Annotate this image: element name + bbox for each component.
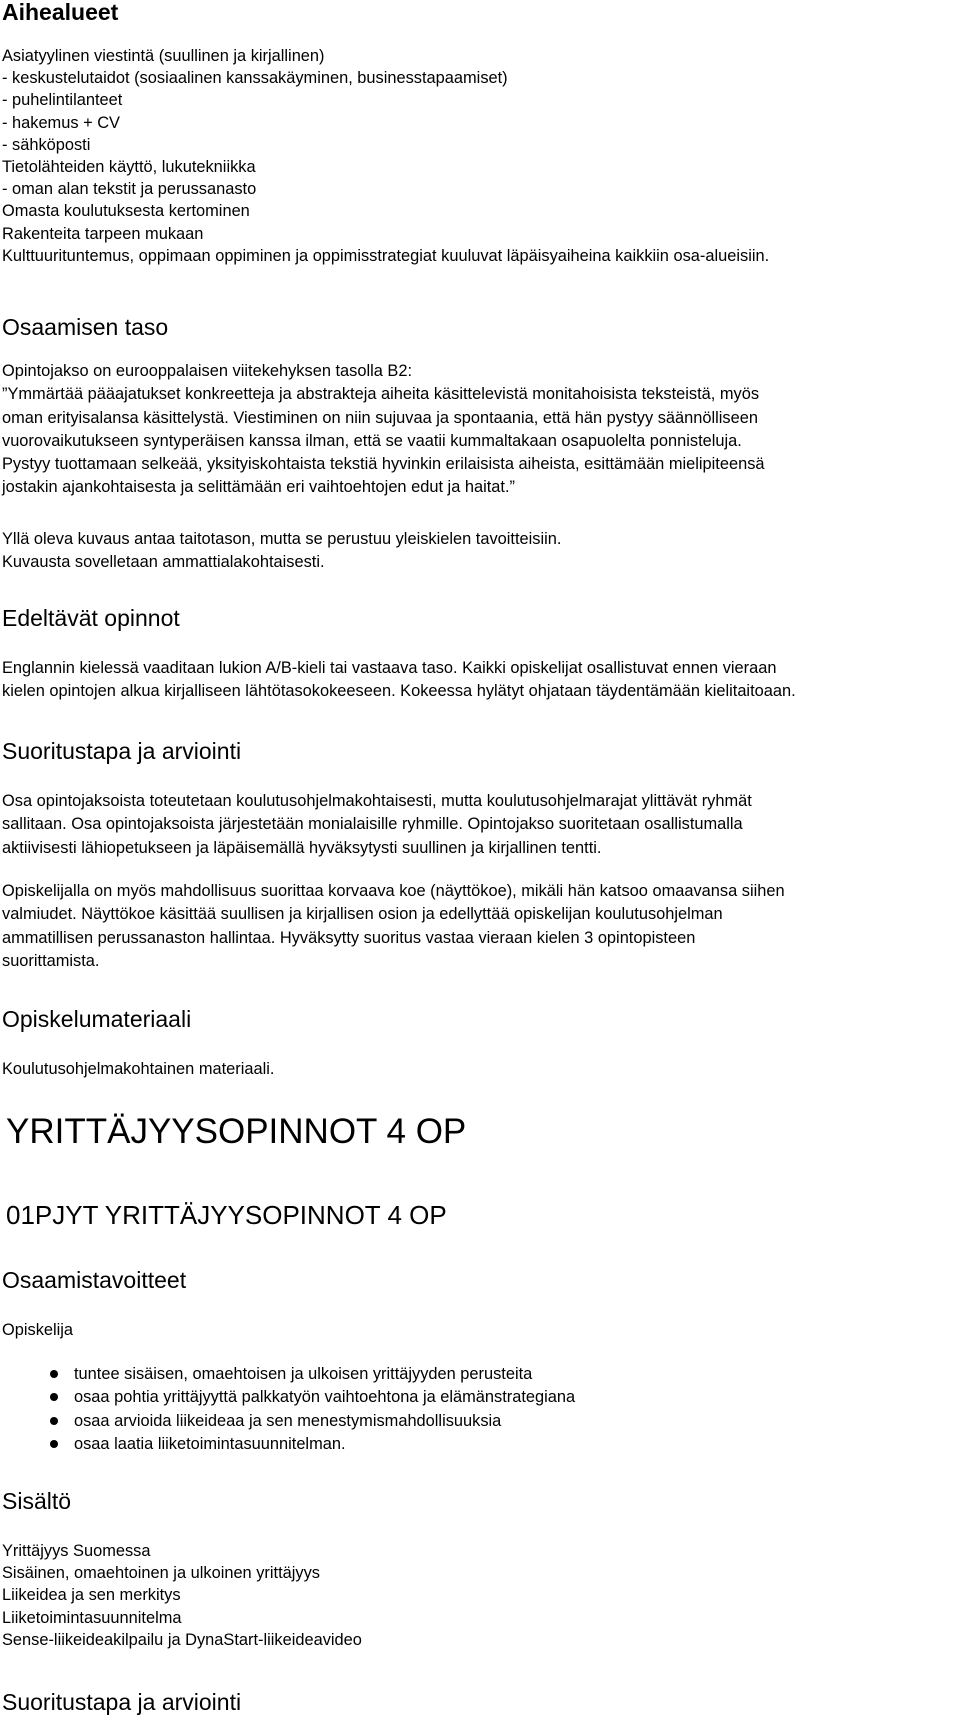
heading-edeltavat-opinnot: Edeltävät opinnot <box>2 605 180 631</box>
text-line: Rakenteita tarpeen mukaan <box>2 224 204 243</box>
suoritustapa-para-1 <box>2 790 957 860</box>
heading-osaamistavoitteet: Osaamistavoitteet <box>2 1267 187 1293</box>
bullet-icon <box>50 1370 58 1378</box>
text-line: vuorovaikutukseen syntyperäisen kanssa ilman, että se vaatii kummaltakaan osapuolelta ponnisteluja. <box>2 431 742 450</box>
heading-aihealueet: Aihealueet <box>2 0 119 25</box>
edeltavat-text <box>2 657 957 704</box>
text-line: Pystyy tuottamaan selkeää, yksityiskohtaista tekstiä hyvinkin erilaisista aiheista, esittämään mielipiteensä <box>2 455 765 474</box>
text-line: kielen opintojen alkua kirjalliseen lähtötasokokeeseen. Kokeessa hylätyt ohjataan täydentämään kielitaitoaan. <box>2 682 796 701</box>
text-line: Sisäinen, omaehtoinen ja ulkoinen yrittäjyys <box>2 1564 320 1583</box>
sisalto-text <box>2 1540 957 1651</box>
text-line: suorittamista. <box>2 951 100 970</box>
text-line: Opintojakso on eurooppalaisen viitekehyksen tasolla B2: <box>2 362 413 380</box>
text-line: aktiivisesti lähiopetukseen ja läpäisemällä hyväksytysti suullinen ja kirjallinen tentti. <box>2 838 602 857</box>
goals-list <box>0 1363 575 1457</box>
osaamisen-taso-text <box>2 360 957 500</box>
course-title: 01PJYT YRITTÄJYYSOPINNOT 4 OP <box>6 1200 447 1230</box>
bullet-icon <box>50 1440 58 1448</box>
text-line: Liikeidea ja sen merkitys <box>2 1586 181 1605</box>
text-line: Osa opintojaksoista toteutetaan koulutusohjelmakohtaisesti, mutta koulutusohjelmarajat ylittävät ryhmät <box>2 792 752 810</box>
bullet-icon <box>50 1393 58 1401</box>
text-line: - puhelintilanteet <box>2 91 123 110</box>
text-line: oman erityisalansa käsittelystä. Viestiminen on niin sujuvaa ja spontaania, että hän pystyy säännölliseen <box>2 408 758 427</box>
text-line: valmiudet. Näyttökoe käsittää suullisen ja kirjallisen osion ja edellyttää opiskelijan koulutusohjelman <box>2 905 723 924</box>
heading-opiskelumateriaali: Opiskelumateriaali <box>2 1006 192 1032</box>
text-line: Yllä oleva kuvaus antaa taitotason, mutta se perustuu yleiskielen tavoitteisiin. <box>2 530 562 548</box>
list-item-text: osaa arvioida liikeideaa ja sen menestymismahdollisuuksia <box>74 1411 502 1430</box>
heading-osaamisen-taso: Osaamisen taso <box>2 314 169 340</box>
text-line: Kulttuurituntemus, oppimaan oppiminen ja oppimisstrategiat kuuluvat läpäisyaiheina kaikkiin osa-alueisiin. <box>2 246 770 265</box>
text-line: Sense-liikeideakilpailu ja DynaStart-liikeideavideo <box>2 1630 362 1649</box>
suoritustapa-para-2 <box>2 880 957 973</box>
text-line: Liiketoimintasuunnitelma <box>2 1608 182 1627</box>
text-line: - sähköposti <box>2 135 91 154</box>
text-line: Asiatyylinen viestintä (suullinen ja kirjallinen) <box>2 47 325 65</box>
bullet-icon <box>50 1417 58 1425</box>
heading-sisalto: Sisältö <box>2 1488 72 1514</box>
text-line: Yrittäjyys Suomessa <box>2 1542 151 1560</box>
heading-suoritustapa: Suoritustapa ja arviointi <box>2 738 242 764</box>
text-line: Opiskelija <box>2 1321 74 1339</box>
list-item <box>0 1410 575 1433</box>
text-line: Tietolähteiden käyttö, lukutekniikka <box>2 158 256 177</box>
text-line: Omasta koulutuksesta kertominen <box>2 202 250 221</box>
text-line: Kuvausta sovelletaan ammattialakohtaisesti. <box>2 553 325 572</box>
aihealueet-text <box>2 45 957 267</box>
heading-suoritustapa-2: Suoritustapa ja arviointi <box>2 1689 242 1715</box>
list-item-text: osaa laatia liiketoimintasuunnitelman. <box>74 1435 346 1454</box>
text-line: Koulutusohjelmakohtainen materiaali. <box>2 1060 275 1078</box>
text-line: - keskustelutaidot (sosiaalinen kanssakäyminen, businesstapaamiset) <box>2 69 508 88</box>
text-line: ”Ymmärtää pääajatukset konkreetteja ja abstrakteja aiheita käsittelevistä monitahoisista teksteistä, myös <box>2 385 760 404</box>
text-line: - oman alan tekstit ja perussanasto <box>2 180 257 199</box>
list-item-text: osaa pohtia yrittäjyyttä palkkatyön vaihtoehtona ja elämänstrategiana <box>74 1388 576 1407</box>
text-line: ammatillisen perussanaston hallintaa. Hyväksytty suoritus vastaa vieraan kielen 3 opintopisteen <box>2 928 696 947</box>
goals-intro <box>2 1319 957 1342</box>
text-line: jostakin ajankohtaisesta ja selittämään eri vaihtoehtojen edut ja haitat.” <box>2 478 515 497</box>
opiskelumateriaali-text <box>2 1058 957 1081</box>
text-line: sallitaan. Osa opintojaksoista järjestetään monialaisille ryhmille. Opintojakso suoritetaan osallistumalla <box>2 815 743 834</box>
text-line: - hakemus + CV <box>2 113 120 132</box>
title-yrittajyysopinnot: YRITTÄJYYSOPINNOT 4 OP <box>6 1112 467 1151</box>
text-line: Englannin kielessä vaaditaan lukion A/B-kieli tai vastaava taso. Kaikki opiskelijat osallistuvat ennen vieraan <box>2 659 777 677</box>
osaamisen-taso-note <box>2 528 957 575</box>
text-line: Opiskelijalla on myös mahdollisuus suorittaa korvaava koe (näyttökoe), mikäli hän katsoo omaavansa siihen <box>2 882 785 900</box>
list-item <box>0 1363 575 1386</box>
list-item <box>0 1433 575 1456</box>
list-item-text: tuntee sisäisen, omaehtoisen ja ulkoisen yrittäjyyden perusteita <box>74 1365 533 1383</box>
list-item <box>0 1386 575 1409</box>
